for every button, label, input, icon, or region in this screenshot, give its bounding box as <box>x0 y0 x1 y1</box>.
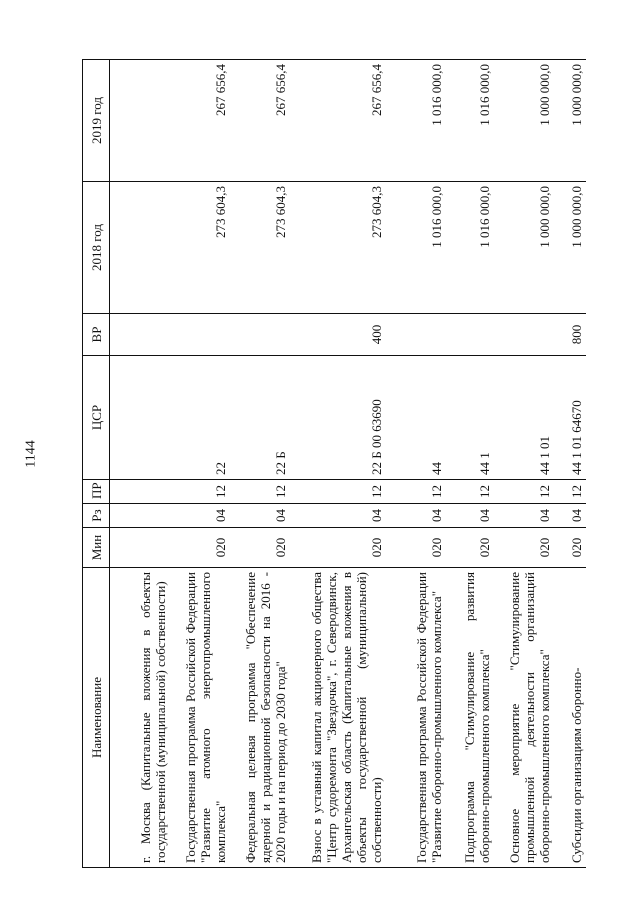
cell-2018: 1 016 000,0 <box>446 182 494 314</box>
page-number-text: 1144 <box>23 440 39 468</box>
cell-rz: 04 <box>494 504 554 528</box>
header-name: Наименование <box>83 568 110 868</box>
cell-csr: 22 Б <box>230 356 290 480</box>
header-vr: ВР <box>83 314 110 356</box>
table-header <box>83 60 110 868</box>
cell-2018 <box>110 182 170 314</box>
cell-csr: 44 1 01 64670 <box>554 356 586 480</box>
cell-csr: 44 <box>386 356 446 480</box>
cell-name: Подпрограмма "Стимулирование развития оборонно-промышленного комплекса" <box>446 568 494 868</box>
header-row <box>83 60 110 868</box>
cell-min: 020 <box>290 528 386 568</box>
table-row <box>446 60 494 868</box>
cell-pr: 12 <box>290 480 386 504</box>
cell-csr: 22 Б 00 63690 <box>290 356 386 480</box>
table-body <box>110 60 586 868</box>
cell-2019: 1 000 000,0 <box>494 60 554 182</box>
cell-name: Основное мероприятие "Стимулирование промышленной деятельности организаций оборонно-промышленного комплекса" <box>494 568 554 868</box>
cell-rz: 04 <box>554 504 586 528</box>
cell-2019 <box>110 60 170 182</box>
header-rz: Рз <box>83 504 110 528</box>
table-row <box>290 60 386 868</box>
budget-table <box>82 59 586 868</box>
header-min: Мин <box>83 528 110 568</box>
cell-pr: 12 <box>446 480 494 504</box>
cell-2019: 267 656,4 <box>230 60 290 182</box>
cell-2019: 267 656,4 <box>290 60 386 182</box>
cell-2019: 1 016 000,0 <box>446 60 494 182</box>
page-number <box>18 434 46 474</box>
rotated-budget-table-wrapper <box>82 60 602 868</box>
cell-2018: 273 604,3 <box>290 182 386 314</box>
cell-name: Взнос в уставный капитал акционерного общества "Центр судоремонта "Звездочка", г. Северодвинск, Архангельская область (Капитальные вложения в объекты государственной (муниципальной) собственности) <box>290 568 386 868</box>
cell-vr: 800 <box>554 314 586 356</box>
cell-2018: 1 000 000,0 <box>494 182 554 314</box>
cell-pr <box>110 480 170 504</box>
cell-vr <box>110 314 170 356</box>
cell-2018: 273 604,3 <box>230 182 290 314</box>
table-row <box>110 60 170 868</box>
header-2018: 2018 год <box>83 182 110 314</box>
cell-vr <box>494 314 554 356</box>
cell-pr: 12 <box>386 480 446 504</box>
header-csr: ЦСР <box>83 356 110 480</box>
cell-pr: 12 <box>230 480 290 504</box>
cell-vr: 400 <box>290 314 386 356</box>
table-row <box>554 60 586 868</box>
cell-rz: 04 <box>446 504 494 528</box>
cell-name: Государственная программа Российской Федерации "Развитие атомного энергопромышленного комплекса" <box>170 568 230 868</box>
cell-min: 020 <box>386 528 446 568</box>
cell-rz: 04 <box>170 504 230 528</box>
cell-vr <box>386 314 446 356</box>
cell-rz <box>110 504 170 528</box>
cell-name: Государственная программа Российской Федерации "Развитие оборонно-промышленного комплекса" <box>386 568 446 868</box>
cell-min: 020 <box>170 528 230 568</box>
cell-name: г. Москва (Капитальные вложения в объекты государственной (муниципальной) собственности) <box>110 568 170 868</box>
cell-min <box>110 528 170 568</box>
cell-2018: 1 016 000,0 <box>386 182 446 314</box>
cell-vr <box>170 314 230 356</box>
cell-csr <box>110 356 170 480</box>
cell-rz: 04 <box>230 504 290 528</box>
cell-pr: 12 <box>494 480 554 504</box>
cell-min: 020 <box>554 528 586 568</box>
cell-name: Федеральная целевая программа "Обеспечение ядерной и радиационной безопасности на 2016 - 2020 годы и на период до 2030 года" <box>230 568 290 868</box>
cell-rz: 04 <box>386 504 446 528</box>
table-row <box>230 60 290 868</box>
table-row <box>170 60 230 868</box>
cell-rz: 04 <box>290 504 386 528</box>
cell-2018: 273 604,3 <box>170 182 230 314</box>
header-2019: 2019 год <box>83 60 110 182</box>
cell-csr: 44 1 <box>446 356 494 480</box>
cell-vr <box>230 314 290 356</box>
cell-csr: 44 1 01 <box>494 356 554 480</box>
table-row <box>386 60 446 868</box>
cell-vr <box>446 314 494 356</box>
cell-name: Субсидии организациям оборонно- <box>554 568 586 868</box>
cell-min: 020 <box>494 528 554 568</box>
cell-2019: 1 000 000,0 <box>554 60 586 182</box>
cell-pr: 12 <box>170 480 230 504</box>
cell-pr: 12 <box>554 480 586 504</box>
cell-min: 020 <box>446 528 494 568</box>
header-pr: ПР <box>83 480 110 504</box>
cell-2019: 267 656,4 <box>170 60 230 182</box>
cell-min: 020 <box>230 528 290 568</box>
cell-2018: 1 000 000,0 <box>554 182 586 314</box>
table-row <box>494 60 554 868</box>
cell-csr: 22 <box>170 356 230 480</box>
cell-2019: 1 016 000,0 <box>386 60 446 182</box>
